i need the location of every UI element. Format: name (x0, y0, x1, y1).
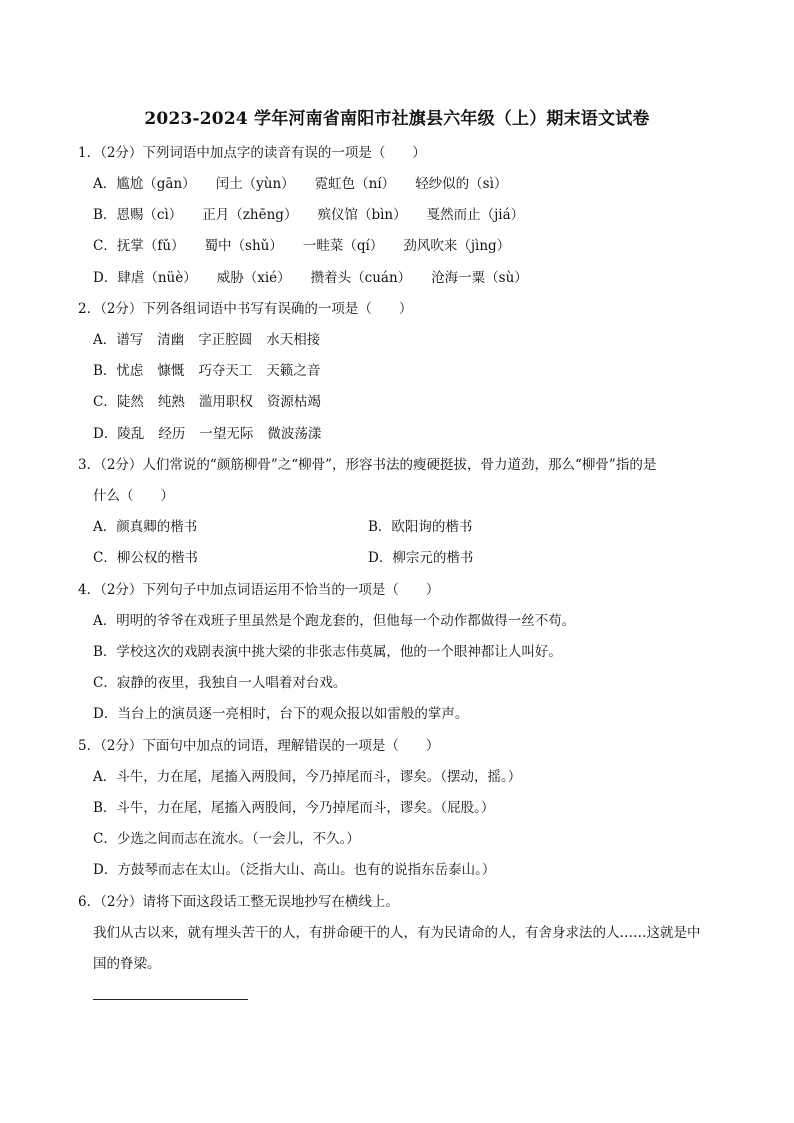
q5-option-c: C．少选之间而志在流水。（一会儿，不久。） (93, 831, 360, 847)
question-5-stem: 5．（2分）下面句中加点的词语，理解错误的一项是（ ） (78, 738, 440, 754)
q3-option-a: A．颜真卿的楷书 (93, 519, 198, 535)
q2-option-b: B．忧虑 慷慨 巧夺天工 天籁之音 (93, 363, 321, 379)
q4-option-b: B．学校这次的戏剧表演中挑大梁的非张志伟莫属，他的一个眼神都让人叫好。 (93, 644, 562, 660)
q5-option-d: D．方鼓琴而志在太山。（泛指大山、高山。也有的说指东岳泰山。） (93, 862, 496, 878)
question-6-passage: 我们从古以来，就有埋头苦干的人，有拼命硬干的人，有为民请命的人，有舍身求法的人……这就是中 (93, 925, 701, 941)
question-6-stem: 6．（2分）请将下面这段话工整无误地抄写在横线上。 (78, 894, 399, 910)
q3-option-d: D．柳宗元的楷书 (368, 550, 474, 566)
q5-option-b: B．斗牛，力在尾，尾搐入两股间，今乃掉尾而斗，谬矣。（屁股。） (93, 800, 495, 816)
q2-option-d: D．陵乱 经历 一望无际 微波荡漾 (93, 426, 322, 442)
q5-option-a: A．斗牛，力在尾，尾搐入两股间，今乃掉尾而斗，谬矣。（摆动，摇。） (93, 769, 522, 785)
q3-option-b: B．欧阳询的楷书 (368, 519, 473, 535)
q1-option-b: B．恩赐（cì） 正月（zhēng） 殡仪馆（bìn） 戛然而止（jiá） (93, 207, 525, 223)
question-3-stem-continued: 什么（ ） (93, 488, 174, 504)
q3-option-c: C．柳公权的楷书 (93, 550, 198, 566)
q1-option-d: D．肆虐（nüè） 威胁（xié） 攒着头（cuán） 沧海一粟（sù） (93, 270, 528, 286)
question-3-stem: 3．（2分）人们常说的“颜筋柳骨”之“柳骨”，形容书法的瘦硬挺拔，骨力道劲，那么“柳骨”指的是 (78, 457, 657, 473)
question-2-stem: 2．（2分）下列各组词语中书写有误确的一项是（ ） (78, 301, 413, 317)
q2-option-a: A．谱写 清幽 字正腔圆 水天相接 (93, 332, 321, 348)
question-6-passage-continued: 国的脊梁。 (93, 956, 161, 972)
q1-option-a: A．尴尬（gān） 闰土（yùn） 霓虹色（ní） 轻纱似的（sì） (93, 176, 508, 192)
question-1-stem: 1．（2分）下列词语中加点字的读音有误的一项是（ ） (78, 145, 426, 161)
q4-option-d: D．当台上的演员逐一亮相时，台下的观众报以如雷般的掌声。 (93, 706, 469, 722)
q4-option-a: A．明明的爷爷在戏班子里虽然是个跑龙套的，但他每一个动作都做得一丝不苟。 (93, 613, 576, 629)
q2-option-c: C．陡然 纯熟 滥用职权 资源枯竭 (93, 394, 321, 410)
answer-blank-line[interactable] (93, 999, 248, 1000)
q1-option-c: C．抚掌（fǔ） 蜀中（shǔ） 一畦菜（qí） 劲风吹来（jìng） (93, 238, 511, 254)
question-4-stem: 4．（2分）下列句子中加点词语运用不恰当的一项是（ ） (78, 582, 440, 598)
exam-title: 2023-2024 学年河南省南阳市社旗县六年级（上）期末语文试卷 (144, 109, 650, 129)
q4-option-c: C．寂静的夜里，我独自一人唱着对台戏。 (93, 675, 347, 691)
